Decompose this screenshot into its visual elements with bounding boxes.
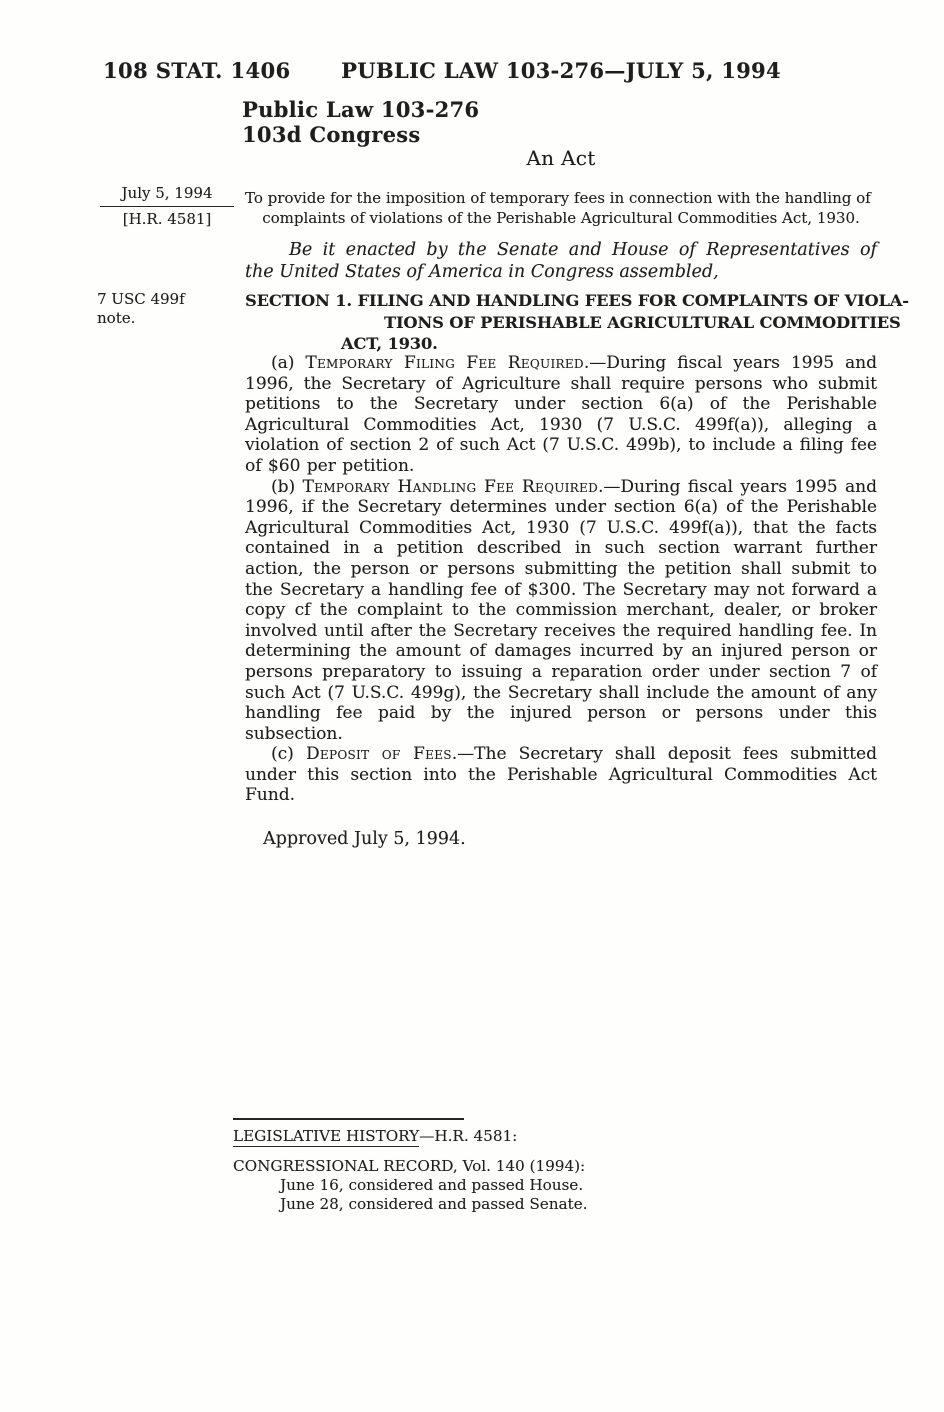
enacting-clause-line: Be it enacted by the Senate and House of Representatives of: [289, 240, 877, 260]
legislative-history-items: [233, 1176, 753, 1214]
preamble: [245, 189, 877, 228]
subsection-b-text: .—During fiscal years 1995 and 1996, if the Secretary determines under section 6(a) of the Perishable Agricultural Commodities Act, 1930 (7 U.S.C. 499f(a)), that the facts contained in a petition described in such section warrant further action, the person or persons submitting the petition shall submit to the Secretary a handling fee of $300. The Secretary may not forward a copy cf the complaint to the commission merchant, dealer, or broker involved until after the Secretary receives the required handling fee. In determining the amount of damages incurred by an injured person or persons preparatory to issuing a reparation order under section 7 of such Act (7 U.S.C. 499g), the Secretary shall include the amount of any handling fee paid by the injured person or persons under this subsection.: [245, 476, 877, 744]
section-heading-line: TIONS OF PERISHABLE AGRICULTURAL COMMODITIES: [384, 312, 901, 332]
approved-line: Approved July 5, 1994.: [263, 829, 466, 849]
congress-number: 103d Congress: [242, 121, 421, 147]
subsection-b-lead: Temporary Handling Fee Required: [302, 476, 598, 497]
preamble-line: complaints of violations of the Perishable Agricultural Commodities Act, 1930.: [262, 208, 860, 227]
subsection-a: [245, 353, 877, 477]
an-act-heading: An Act: [526, 146, 596, 170]
subsection-c-text: .—The Secretary shall deposit fees submitted under this section into the Perishable Agricultural Commodities Act Fund.: [245, 744, 877, 806]
section-body: [245, 353, 877, 806]
subsection-c-lead: Deposit of Fees: [305, 744, 452, 765]
subsection-a-lead: Temporary Filing Fee Required: [305, 353, 584, 373]
law-title-block: [242, 98, 479, 147]
legislative-history-heading-main: LEGISLATIVE HISTORY: [233, 1127, 420, 1145]
legislative-history-item: June 16, considered and passed House.: [280, 1176, 584, 1194]
congressional-record-line: CONGRESSIONAL RECORD, Vol. 140 (1994):: [233, 1157, 586, 1175]
usc-margin-note: [97, 290, 227, 328]
legislative-history-heading: [233, 1127, 753, 1146]
subsection-c-number: (c): [271, 744, 306, 765]
subsection-a-text: .—During fiscal years 1995 and 1996, the Secretary of Agriculture shall require persons who submit petitions to the Secretary under section 6(a) of the Perishable Agricultural Commodities Act, 1930 (7 U.S.C. 499f(a)), alleging a violation of section 2 of such Act (7 U.S.C. 499b), to include a filing fee of $60 per petition.: [245, 353, 878, 476]
enactment-date: July 5, 1994: [100, 184, 234, 207]
bill-number: [H.R. 4581]: [122, 210, 212, 228]
legislative-history-heading-bill: —H.R. 4581:: [419, 1127, 518, 1145]
section-1-heading: [245, 290, 909, 355]
running-head: PUBLIC LAW 103-276—JULY 5, 1994: [341, 58, 781, 83]
page-header: [0, 58, 944, 86]
stat-page-number: 108 STAT. 1406: [103, 58, 291, 83]
legislative-history: [233, 1118, 753, 1214]
enacting-clause-line: the United States of America in Congress assembled,: [245, 262, 719, 282]
section-heading-line: SECTION 1. FILING AND HANDLING FEES FOR COMPLAINTS OF VIOLA-: [245, 291, 909, 310]
section-heading-line: ACT, 1930.: [341, 334, 438, 353]
enacting-clause: [245, 239, 877, 283]
subsection-c: [245, 744, 877, 806]
margin-date-note: [100, 184, 234, 229]
subsection-b: [245, 477, 877, 745]
usc-note-line: 7 USC 499f: [97, 290, 185, 308]
subsection-b-number: (b): [271, 476, 303, 497]
legislative-history-rule: [233, 1118, 464, 1120]
law-number: Public Law 103-276: [242, 97, 480, 122]
subsection-a-number: (a): [271, 353, 306, 373]
usc-note-line: note.: [97, 309, 136, 327]
legislative-history-item: June 28, considered and passed Senate.: [280, 1195, 588, 1213]
preamble-line: To provide for the imposition of temporary fees in connection with the handling of: [245, 189, 871, 207]
